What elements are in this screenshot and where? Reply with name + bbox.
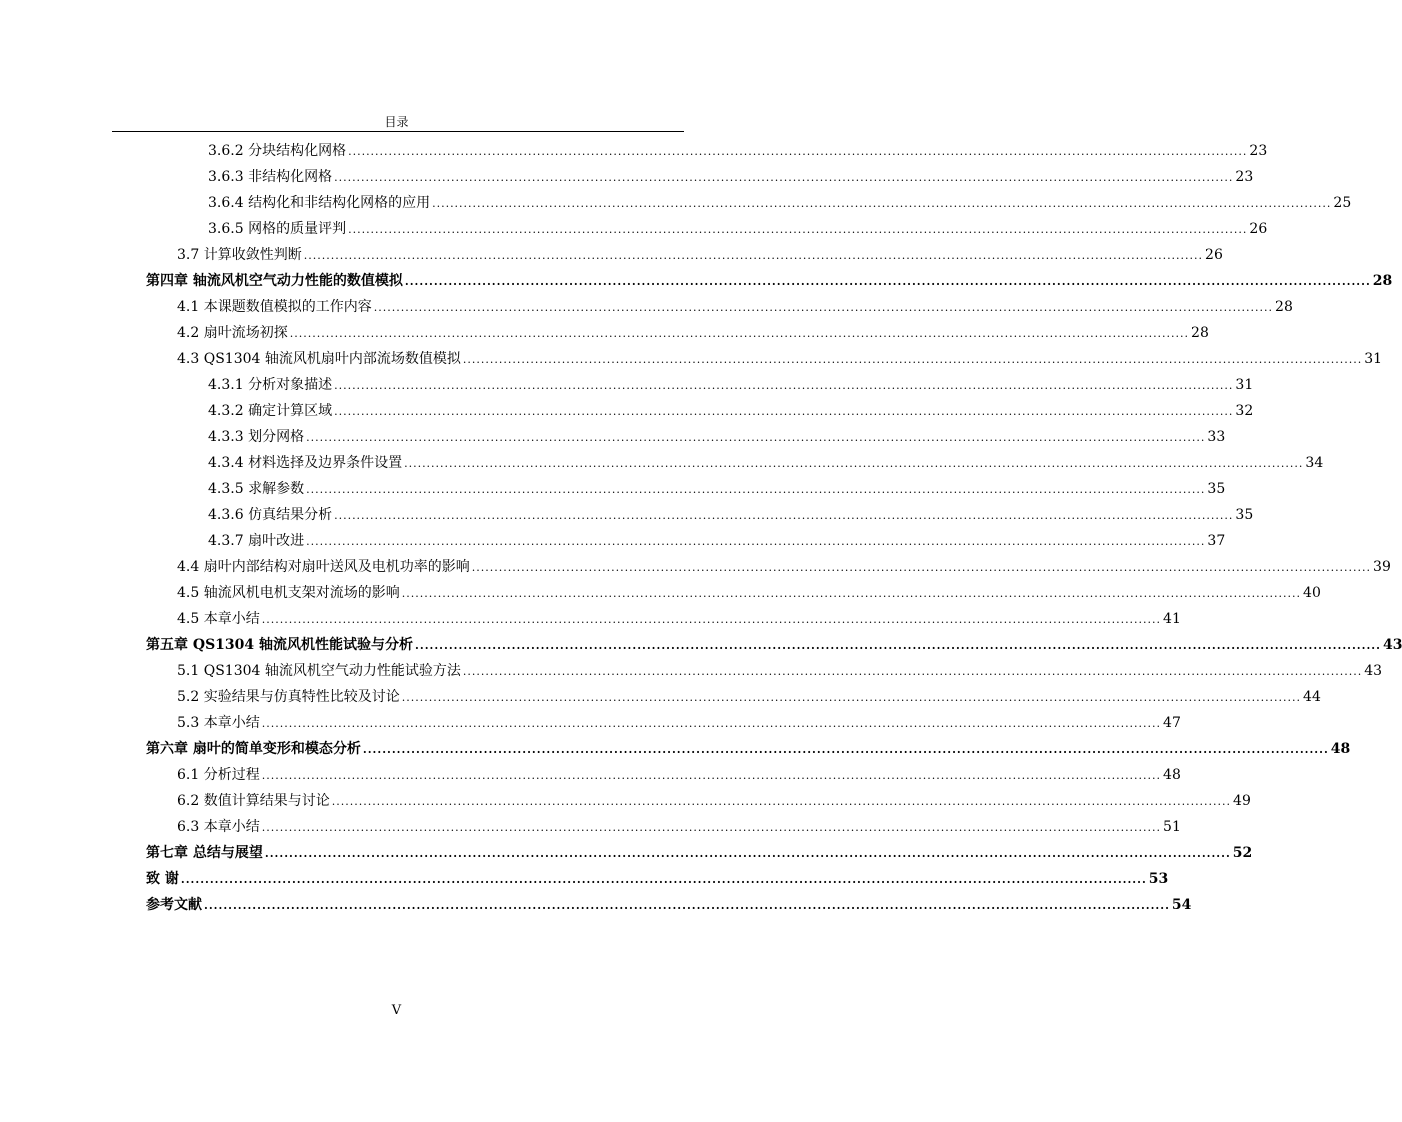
toc-page-number: 33	[1207, 429, 1226, 445]
toc-dot-leader: ........................................................................................................................................................................................................	[432, 197, 1332, 210]
toc-page-number: 47	[1163, 715, 1181, 731]
toc-dot-leader: ........................................................................................................................................................................................................	[401, 691, 1302, 704]
toc-entry-title: 4.5 本章小结	[177, 611, 260, 627]
toc-page-number: 39	[1373, 559, 1391, 575]
toc-page-number: 40	[1303, 585, 1321, 601]
toc-section-entry[interactable]	[208, 424, 1226, 450]
toc-page-number: 44	[1303, 689, 1321, 705]
toc-section-entry[interactable]	[177, 242, 1223, 268]
toc-entry-title: 4.3.7 扇叶改进	[208, 533, 305, 549]
toc-page-number: 28	[1275, 299, 1293, 315]
toc-page-number: 53	[1148, 871, 1169, 887]
toc-page-number: 52	[1232, 845, 1253, 861]
toc-page-number: 41	[1163, 611, 1181, 627]
toc-section-entry[interactable]	[177, 606, 1181, 632]
toc-section-entry[interactable]	[177, 710, 1181, 736]
toc-entry-title: 4.3.2 确定计算区域	[208, 403, 333, 419]
toc-dot-leader: ........................................................................................................................................................................................................	[331, 795, 1232, 808]
toc-dot-leader: ........................................................................................................................................................................................................	[334, 379, 1234, 392]
toc-section-entry[interactable]	[208, 398, 1254, 424]
toc-entry-title: 第五章 QS1304 轴流风机性能试验与分析	[146, 637, 414, 653]
toc-section-entry[interactable]	[177, 554, 1391, 580]
toc-dot-leader: ........................................................................................................................................................................................................	[306, 535, 1206, 548]
toc-dot-leader: ........................................................................................................................................................................................................	[348, 145, 1248, 158]
toc-entry-title: 参考文献	[146, 897, 202, 913]
toc-dot-leader: ........................................................................................................................................................................................................	[264, 847, 1231, 860]
toc-dot-leader: ........................................................................................................................................................................................................	[462, 353, 1363, 366]
toc-section-entry[interactable]	[177, 814, 1181, 840]
toc-entry-title: 第四章 轴流风机空气动力性能的数值模拟	[146, 273, 403, 289]
toc-entry-title: 4.2 扇叶流场初探	[177, 325, 288, 341]
toc-page-number: 26	[1249, 221, 1268, 237]
toc-page-number: 31	[1235, 377, 1254, 393]
toc-chapter-entry[interactable]	[146, 892, 1192, 918]
toc-page-number: 25	[1333, 195, 1352, 211]
toc-entry-title: 3.6.3 非结构化网格	[208, 169, 333, 185]
toc-entry-title: 5.1 QS1304 轴流风机空气动力性能试验方法	[177, 663, 461, 679]
toc-dot-leader: ........................................................................................................................................................................................................	[204, 899, 1170, 912]
toc-chapter-entry[interactable]	[146, 268, 1393, 294]
toc-section-entry[interactable]	[177, 684, 1321, 710]
toc-entry-title: 3.6.2 分块结构化网格	[208, 143, 347, 159]
toc-section-entry[interactable]	[177, 320, 1209, 346]
toc-section-entry[interactable]	[177, 580, 1321, 606]
toc-dot-leader: ........................................................................................................................................................................................................	[471, 561, 1372, 574]
toc-section-entry[interactable]	[208, 502, 1254, 528]
toc-page-number: 54	[1171, 897, 1192, 913]
toc-section-entry[interactable]	[208, 216, 1268, 242]
toc-entry-title: 致 谢	[146, 871, 179, 887]
toc-chapter-entry[interactable]	[146, 736, 1351, 762]
toc-section-entry[interactable]	[177, 346, 1383, 372]
toc-entry-title: 3.6.5 网格的质量评判	[208, 221, 347, 237]
toc-dot-leader: ........................................................................................................................................................................................................	[334, 405, 1234, 418]
toc-entry-title: 4.3.4 材料选择及边界条件设置	[208, 455, 403, 471]
toc-entry-title: 4.3.3 划分网格	[208, 429, 305, 445]
toc-section-entry[interactable]	[208, 372, 1254, 398]
toc-page-number: 43	[1364, 663, 1383, 679]
toc-dot-leader: ........................................................................................................................................................................................................	[362, 743, 1329, 756]
toc-section-entry[interactable]	[208, 450, 1324, 476]
toc-section-entry[interactable]	[208, 164, 1254, 190]
toc-dot-leader: ........................................................................................................................................................................................................	[404, 457, 1304, 470]
toc-entry-title: 6.2 数值计算结果与讨论	[177, 793, 330, 809]
page-number: V	[391, 1003, 402, 1018]
toc-dot-leader: ........................................................................................................................................................................................................	[462, 665, 1363, 678]
toc-page-number: 51	[1163, 819, 1181, 835]
toc-dot-leader: ........................................................................................................................................................................................................	[289, 327, 1190, 340]
toc-entry-title: 6.1 分析过程	[177, 767, 260, 783]
toc-page-number: 32	[1235, 403, 1254, 419]
toc-entry-title: 4.3.5 求解参数	[208, 481, 305, 497]
toc-page-number: 49	[1233, 793, 1251, 809]
toc-chapter-entry[interactable]	[146, 840, 1253, 866]
toc-entry-title: 5.3 本章小结	[177, 715, 260, 731]
toc-dot-leader: ........................................................................................................................................................................................................	[306, 483, 1206, 496]
toc-chapter-entry[interactable]	[146, 866, 1169, 892]
toc-entry-title: 5.2 实验结果与仿真特性比较及讨论	[177, 689, 400, 705]
toc-dot-leader: ........................................................................................................................................................................................................	[306, 431, 1206, 444]
header-divider	[112, 131, 684, 132]
toc-section-entry[interactable]	[177, 294, 1293, 320]
toc-page-number: 37	[1207, 533, 1226, 549]
toc-page-number: 23	[1249, 143, 1268, 159]
toc-entry-title: 4.3 QS1304 轴流风机扇叶内部流场数值模拟	[177, 351, 461, 367]
toc-page-number: 48	[1163, 767, 1181, 783]
toc-page-number: 48	[1330, 741, 1351, 757]
toc-entry-title: 4.3.6 仿真结果分析	[208, 507, 333, 523]
toc-dot-leader: ........................................................................................................................................................................................................	[334, 171, 1234, 184]
toc-entry-title: 4.4 扇叶内部结构对扇叶送风及电机功率的影响	[177, 559, 470, 575]
toc-dot-leader: ........................................................................................................................................................................................................	[303, 249, 1204, 262]
toc-dot-leader: ........................................................................................................................................................................................................	[334, 509, 1234, 522]
toc-section-entry[interactable]	[208, 190, 1352, 216]
toc-dot-leader: ........................................................................................................................................................................................................	[261, 717, 1162, 730]
toc-entry-title: 4.1 本课题数值模拟的工作内容	[177, 299, 372, 315]
toc-page-number: 31	[1364, 351, 1383, 367]
toc-entry-title: 4.3.1 分析对象描述	[208, 377, 333, 393]
toc-dot-leader: ........................................................................................................................................................................................................	[348, 223, 1248, 236]
toc-dot-leader: ........................................................................................................................................................................................................	[401, 587, 1302, 600]
toc-entry-title: 3.6.4 结构化和非结构化网格的应用	[208, 195, 431, 211]
toc-dot-leader: ........................................................................................................................................................................................................	[261, 821, 1162, 834]
toc-section-entry[interactable]	[208, 138, 1268, 164]
toc-entry-title: 3.7 计算收敛性判断	[177, 247, 302, 263]
toc-page-number: 35	[1207, 481, 1226, 497]
toc-dot-leader: ........................................................................................................................................................................................................	[404, 275, 1371, 288]
toc-entry-title: 4.5 轴流风机电机支架对流场的影响	[177, 585, 400, 601]
toc-section-entry[interactable]	[177, 658, 1383, 684]
toc-dot-leader: ........................................................................................................................................................................................................	[261, 769, 1162, 782]
page-header-title: 目录	[384, 115, 409, 129]
toc-dot-leader: ........................................................................................................................................................................................................	[373, 301, 1274, 314]
toc-section-entry[interactable]	[177, 788, 1251, 814]
toc-page-number: 23	[1235, 169, 1254, 185]
toc-entry-title: 6.3 本章小结	[177, 819, 260, 835]
toc-entry-title: 第六章 扇叶的简单变形和模态分析	[146, 741, 361, 757]
toc-dot-leader: ........................................................................................................................................................................................................	[261, 613, 1162, 626]
toc-section-entry[interactable]	[208, 476, 1226, 502]
toc-dot-leader: ........................................................................................................................................................................................................	[180, 873, 1147, 886]
toc-page-number: 34	[1305, 455, 1324, 471]
toc-entry-title: 第七章 总结与展望	[146, 845, 263, 861]
toc-section-entry[interactable]	[208, 528, 1226, 554]
toc-page-number: 26	[1205, 247, 1223, 263]
toc-chapter-entry[interactable]	[146, 632, 1402, 658]
toc-section-entry[interactable]	[177, 762, 1181, 788]
toc-page-number: 28	[1372, 273, 1393, 289]
toc-dot-leader: ........................................................................................................................................................................................................	[415, 639, 1381, 652]
toc-page-number: 43	[1382, 637, 1402, 653]
toc-page-number: 28	[1191, 325, 1209, 341]
toc-page-number: 35	[1235, 507, 1254, 523]
